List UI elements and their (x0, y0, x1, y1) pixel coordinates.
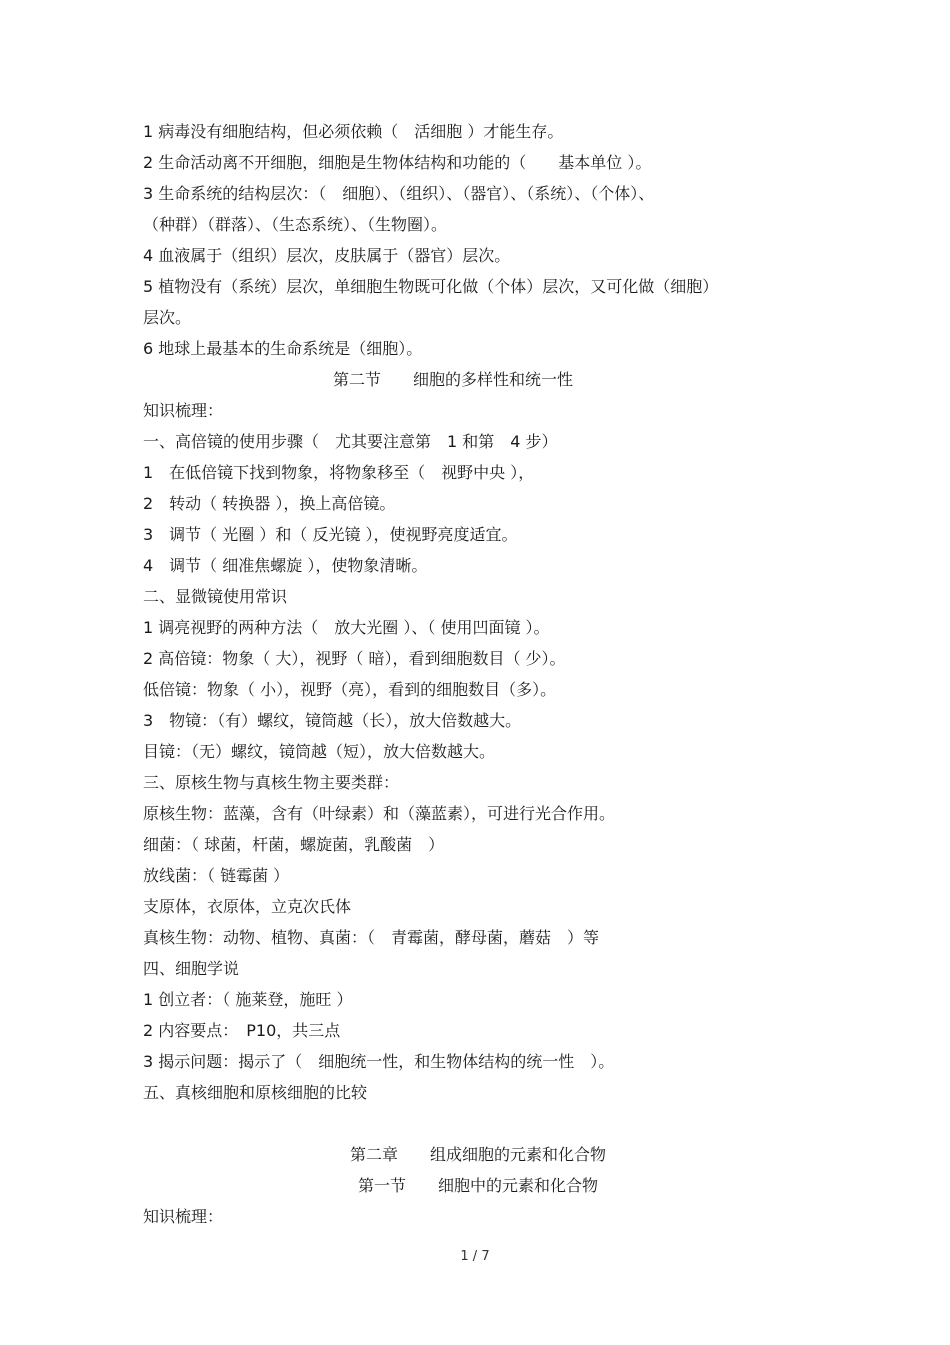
text-line: 3 生命系统的结构层次：（ 细胞）、（组织）、（器官）、（系统）、（个体）、 (143, 184, 655, 203)
text-line: 3 物镜：（有）螺纹，镜筒越（长），放大倍数越大。 (143, 711, 522, 730)
text-line: 1 创立者：（ 施莱登，施旺 ） (143, 990, 353, 1009)
text-line: 二、显微镜使用常识 (143, 587, 288, 606)
text-line: 5 植物没有（系统）层次，单细胞生物既可化做（个体）层次，又可化做（细胞） (143, 277, 719, 296)
document-body (143, 116, 823, 1232)
text-line: 低倍镜：物象（ 小），视野（亮），看到的细胞数目（多）。 (143, 680, 557, 699)
text-line: 支原体，衣原体，立克次氏体 (143, 897, 352, 916)
text-line: 一、高倍镜的使用步骤（ 尤其要注意第 1 和第 4 步） (143, 432, 558, 451)
text-line: 2 高倍镜：物象（ 大），视野（ 暗），看到细胞数目（ 少）。 (143, 649, 566, 668)
text-line: 2 转动（ 转换器 ），换上高倍镜。 (143, 494, 396, 513)
subheading: 知识梳理： (143, 401, 224, 420)
text-line: 4 血液属于（组织）层次，皮肤属于（器官）层次。 (143, 246, 511, 265)
text-line: （种群）（群落）、（生态系统）、（生物圈）。 (143, 215, 448, 234)
section-heading: 第一节 细胞中的元素和化合物 (357, 1176, 598, 1195)
text-line: 2 内容要点： P10，共三点 (143, 1021, 341, 1040)
text-line: 放线菌：（ 链霉菌 ） (143, 866, 290, 885)
text-line: 1 在低倍镜下找到物象，将物象移至（ 视野中央 ）， (143, 463, 535, 482)
text-line: 细菌：（ 球菌，杆菌，螺旋菌，乳酸菌 ） (143, 835, 445, 854)
text-line: 2 生命活动离不开细胞，细胞是生物体结构和功能的（ 基本单位 ）。 (143, 153, 652, 172)
text-line: 6 地球上最基本的生命系统是（细胞）。 (143, 339, 423, 358)
text-line: 1 调亮视野的两种方法（ 放大光圈 ）、（ 使用凹面镜 ）。 (143, 618, 550, 637)
text-line: 4 调节（ 细准焦螺旋 ），使物象清晰。 (143, 556, 428, 575)
text-line: 五、真核细胞和原核细胞的比较 (143, 1083, 368, 1102)
text-line: 原核生物：蓝藻，含有（叶绿素）和（藻蓝素），可进行光合作用。 (143, 804, 616, 823)
page-number: 1 / 7 (460, 1249, 490, 1264)
chapter-heading: 第二章 组成细胞的元素和化合物 (349, 1145, 606, 1164)
subheading: 知识梳理： (143, 1207, 224, 1226)
text-line: 3 调节（ 光圈 ）和（ 反光镜 ），使视野亮度适宜。 (143, 525, 518, 544)
text-line: 三、原核生物与真核生物主要类群： (143, 773, 400, 792)
section-heading: 第二节 细胞的多样性和统一性 (332, 370, 573, 389)
text-line: 四、细胞学说 (143, 959, 240, 978)
text-line: 目镜：（无）螺纹，镜筒越（短），放大倍数越大。 (143, 742, 496, 761)
text-line: 层次。 (143, 308, 192, 327)
text-line: 真核生物：动物、植物、真菌：（ 青霉菌，酵母菌，蘑菇 ）等 (143, 928, 600, 947)
spacer (143, 1108, 823, 1139)
text-line: 3 揭示问题：揭示了（ 细胞统一性，和生物体结构的统一性 ）。 (143, 1052, 615, 1071)
text-line: 1 病毒没有细胞结构，但必须依赖（ 活细胞 ）才能生存。 (143, 122, 564, 141)
